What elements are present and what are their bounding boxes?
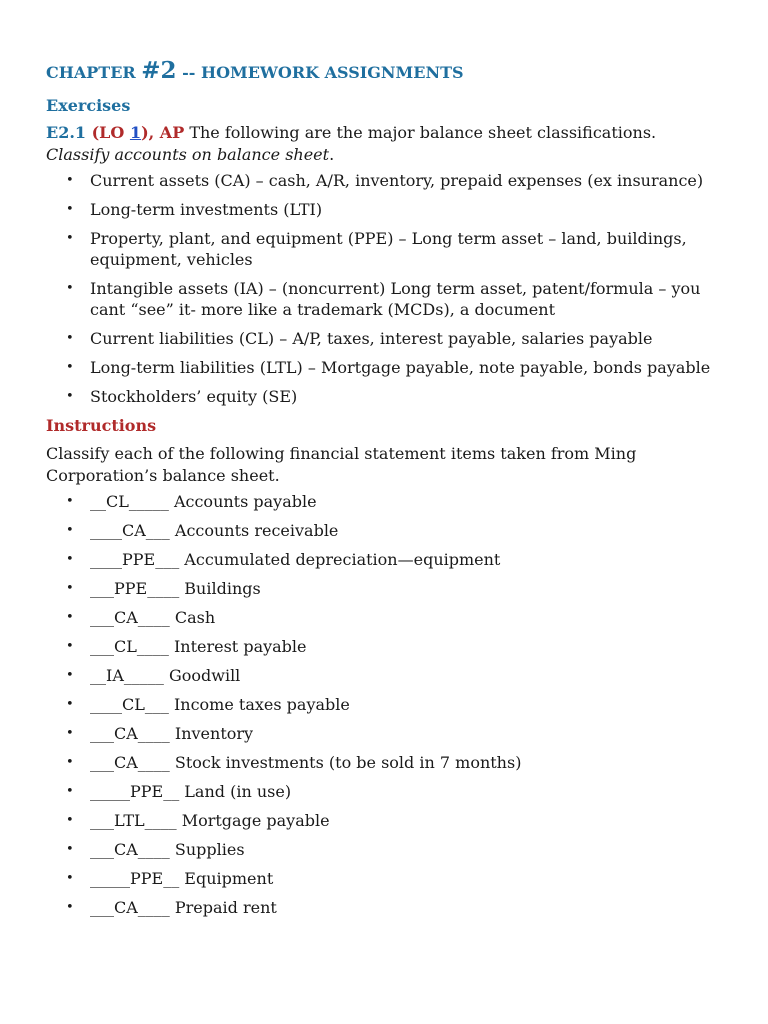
exercise-intro — [46, 122, 736, 166]
classification-item: • Stockholders’ equity (SE) — [46, 386, 736, 407]
answer-item: • ____PPE___ Accumulated depreciation—equipment — [46, 549, 736, 570]
exercise-italic-text: Classify accounts on balance sheet — [46, 145, 330, 164]
answer-item: • ___LTL____ Mortgage payable — [46, 810, 736, 831]
instructions-heading: Instructions — [46, 416, 157, 435]
exercise-text: The following are the major balance sheet classifications. — [184, 123, 657, 142]
answer-item: • ____CL___ Income taxes payable — [46, 694, 736, 715]
classification-item: • Long-term liabilities (LTL) – Mortgage payable, note payable, bonds payable — [46, 357, 736, 378]
answer-item: • __CL_____ Accounts payable — [46, 491, 736, 512]
classification-item: • Current liabilities (CL) – A/P, taxes, interest payable, salaries payable — [46, 328, 736, 349]
exercise-ap: AP — [154, 123, 185, 142]
answer-item: • ___CA____ Supplies — [46, 839, 736, 860]
exercise-id: E2.1 — [46, 123, 87, 142]
instructions-text: Classify each of the following financial statement items taken from Ming Corporation’s balance sheet. — [46, 444, 637, 485]
answer-item: • _____PPE__ Equipment — [46, 868, 736, 889]
answer-item: • ___CA____ Cash — [46, 607, 736, 628]
answer-list — [46, 491, 736, 918]
answer-item: • ___CA____ Prepaid rent — [46, 897, 736, 918]
learning-objective-link[interactable]: 1 — [129, 123, 142, 142]
answer-item: • _____PPE__ Land (in use) — [46, 781, 736, 802]
classification-item: • Intangible assets (IA) – (noncurrent) Long term asset, patent/formula – you cant “see” it- more like a trademark (MCDs), a document — [46, 278, 736, 320]
answer-item: • ___CA____ Inventory — [46, 723, 736, 744]
classification-list — [46, 170, 736, 407]
exercise-lo-close: ), — [141, 123, 155, 142]
answer-item: • ___CL____ Interest payable — [46, 636, 736, 657]
exercise-period: . — [329, 145, 335, 164]
exercise-lo-open: (LO — [86, 123, 130, 142]
classification-item: • Long-term investments (LTI) — [46, 199, 736, 220]
document-page — [46, 54, 736, 926]
chapter-prefix: CHAPTER — [46, 63, 142, 82]
chapter-title — [46, 54, 736, 90]
chapter-number: #2 — [141, 57, 177, 84]
answer-item: • ___PPE____ Buildings — [46, 578, 736, 599]
classification-item: • Property, plant, and equipment (PPE) – Long term asset – land, buildings, equipment, vehicles — [46, 228, 736, 270]
classification-item: • Current assets (CA) – cash, A/R, inventory, prepaid expenses (ex insurance) — [46, 170, 736, 191]
answer-item: • __IA_____ Goodwill — [46, 665, 736, 686]
answer-item: • ____CA___ Accounts receivable — [46, 520, 736, 541]
exercises-heading: Exercises — [46, 96, 131, 115]
chapter-suffix: -- HOMEWORK ASSIGNMENTS — [176, 63, 464, 82]
answer-item: • ___CA____ Stock investments (to be sold in 7 months) — [46, 752, 736, 773]
